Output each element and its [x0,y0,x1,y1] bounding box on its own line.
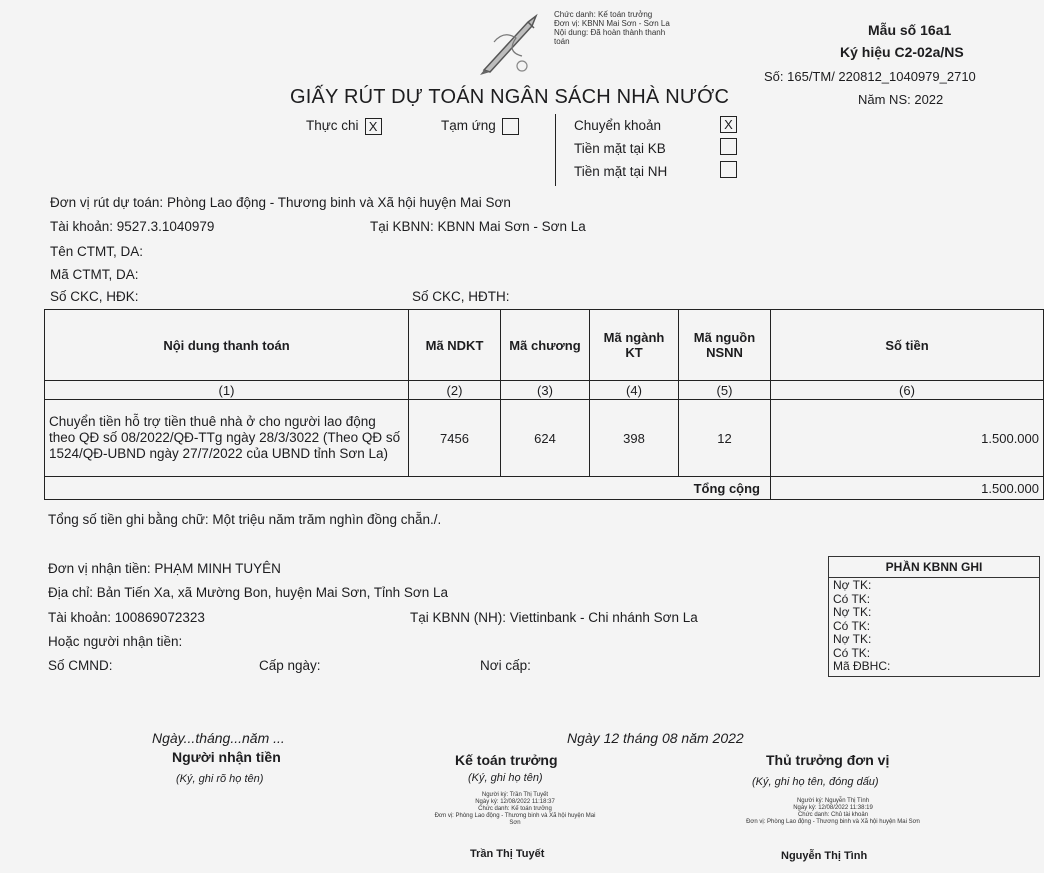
divider [555,114,556,186]
kbnn-item: Có TK: [833,591,871,606]
document-number: Số: 165/TM/ 220812_1040979_2710 [764,69,976,84]
option-label: Tiền mặt tại NH [574,164,668,179]
col-header: Nội dung thanh toán [45,310,409,381]
option-tien-mat-kb [574,141,666,156]
kbnn-item: Nợ TK: [833,578,872,592]
sig-detail: Sơn [509,820,521,826]
head-note: (Ký, ghi họ tên, đóng dấu) [752,776,879,788]
payee-account: Tài khoản: 100869072323 [48,610,205,625]
sig-detail: Ngày ký: 12/08/2022 11:38:19 [793,805,873,811]
col-index: (4) [590,381,679,400]
kbnn-item: Nợ TK: [833,632,872,646]
accountant-name: Trần Thị Tuyết [470,848,545,860]
kbnn-title: PHẦN KBNN GHI [829,557,1039,578]
checkbox [502,118,519,135]
ctmt-code: Mã CTMT, DA: [50,267,139,282]
payee-address: Địa chỉ: Bản Tiến Xa, xã Mường Bon, huyện Mai Sơn, Tỉnh Sơn La [48,585,449,600]
option-tien-mat-nh [574,164,667,179]
sig-detail: Đơn vị: Phòng Lao động - Thương binh và Xã hội huyện Mai [434,813,596,819]
option-thuc-chi [306,118,382,135]
payee-kbnn: Tại KBNN (NH): Viettinbank - Chi nhánh Sơn La [410,610,698,625]
kbnn-item: Có TK: [833,645,871,660]
receiver-note: (Ký, ghi rõ họ tên) [176,773,264,785]
checkbox: X [365,118,382,135]
accountant-title: Kế toán trưởng [455,752,558,768]
option-label: Chuyển khoản [574,118,662,133]
issue-place: Nơi cấp: [480,658,531,673]
sig-detail: Đơn vị: Phòng Lao động - Thương binh và Xã hội huyện Mai Sơn [746,819,920,825]
col-index: (1) [45,381,409,400]
row-ndkt: 7456 [409,400,501,477]
sig-line-4: toán [554,37,570,46]
sig-detail: Ngày ký: 12/08/2022 11:18:37 [475,799,555,805]
sign-date: Ngày 12 tháng 08 năm 2022 [567,730,744,746]
row-amount: 1.500.000 [771,400,1044,477]
accountant-note: (Ký, ghi họ tên) [468,772,543,784]
ctmt-name: Tên CTMT, DA: [50,244,144,259]
payer-account: Tài khoản: 9527.3.1040979 [50,219,215,234]
receiver-title: Người nhận tiền [172,749,281,765]
col-index: (3) [501,381,590,400]
col-index: (2) [409,381,501,400]
or-receiver: Hoặc người nhận tiền: [48,634,183,649]
total-label: Tổng cộng [45,477,771,500]
col-header: Mã chương [501,310,590,381]
col-header: Mã nguồn NSNN [679,310,771,381]
pen-signature-icon [470,12,550,76]
payment-table [44,309,1044,500]
page-title: GIẤY RÚT DỰ TOÁN NGÂN SÁCH NHÀ NƯỚC [290,86,730,108]
ckc-hdth: Số CKC, HĐTH: [412,289,510,304]
total-amount: 1.500.000 [771,477,1044,500]
row-nguon: 12 [679,400,771,477]
sig-detail: Người ký: Nguyễn Thị Tình [796,798,870,804]
date-blank: Ngày...tháng...năm ... [152,730,285,746]
sig-detail: Chức danh: Kế toán trưởng [478,806,552,812]
digital-signature-stamp [470,10,740,75]
checkbox [720,161,737,178]
budget-year: Năm NS: 2022 [858,92,944,107]
col-index: (6) [771,381,1044,400]
option-tam-ung [441,118,519,135]
checkbox [720,138,737,155]
sig-detail: Người ký: Trần Thị Tuyết [481,792,549,798]
sig-line-3: Nội dung: Đã hoàn thành thanh [554,28,666,37]
payer-unit: Đơn vị rút dự toán: Phòng Lao động - Thương binh và Xã hội huyện Mai Sơn [50,195,511,210]
payer-kbnn: Tại KBNN: KBNN Mai Sơn - Sơn La [370,219,586,234]
sig-line-1: Chức danh: Kế toán trưởng [554,10,653,19]
amount-in-words: Tổng số tiền ghi bằng chữ: Một triệu năm trăm nghìn đồng chẵn./. [48,512,442,527]
sig-detail: Chức danh: Chủ tài khoản [797,812,869,818]
form-number: Mẫu số 16a1 [868,22,952,38]
option-label: Tiền mặt tại KB [574,141,666,156]
col-header: Mã NDKT [409,310,501,381]
payee-unit: Đơn vị nhận tiền: PHẠM MINH TUYÊN [48,561,281,576]
option-label: Tạm ứng [441,118,496,134]
option-label: Thực chi [306,118,359,134]
kbnn-item: Nợ TK: [833,605,872,619]
id-number: Số CMND: [48,658,113,673]
head-title: Thủ trưởng đơn vị [766,752,890,768]
head-name: Nguyễn Thị Tình [781,850,868,862]
form-symbol: Ký hiệu C2-02a/NS [840,44,964,60]
checkbox: X [720,116,737,133]
kbnn-item: Mã ĐBHC: [833,659,891,673]
issue-date: Cấp ngày: [259,658,321,673]
table-row [45,400,1044,477]
kbnn-item: Có TK: [833,618,871,633]
row-chuong: 624 [501,400,590,477]
kbnn-box [828,556,1040,677]
col-index: (5) [679,381,771,400]
option-chuyen-khoan [574,118,661,133]
sig-line-2: Đơn vị: KBNN Mai Sơn - Sơn La [554,19,670,28]
col-header: Số tiền [771,310,1044,381]
col-header: Mã ngành KT [590,310,679,381]
ckc-hdk: Số CKC, HĐK: [50,289,139,304]
row-nganh: 398 [590,400,679,477]
row-content: Chuyển tiền hỗ trợ tiền thuê nhà ở cho người lao động theo QĐ số 08/2022/QĐ-TTg ngày 28/3/3022 (Theo QĐ số 1524/QĐ-UBND ngày 27/7/2022 của UBND tỉnh Sơn La) [45,400,409,477]
